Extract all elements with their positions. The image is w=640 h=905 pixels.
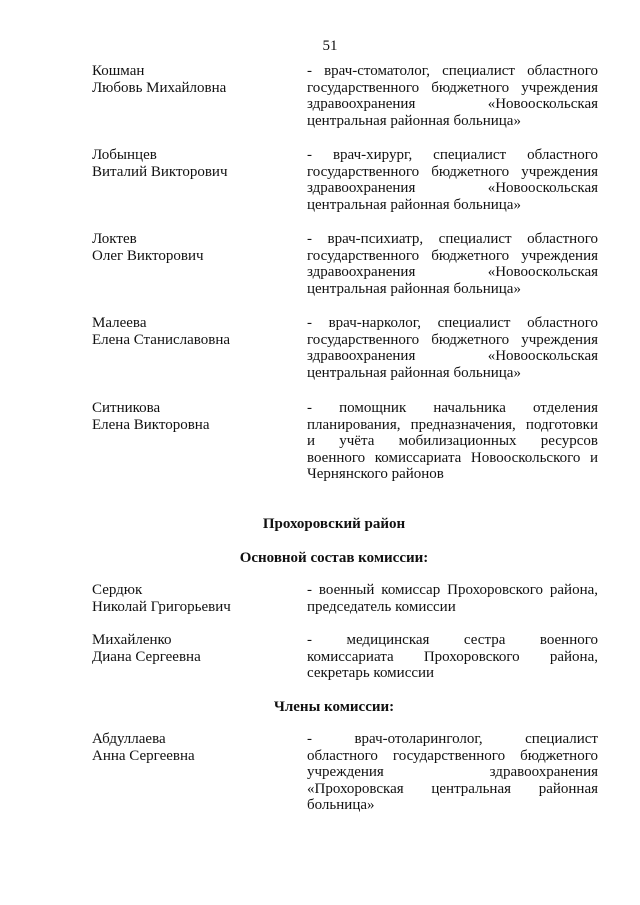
given-names: Елена Викторовна	[92, 416, 210, 433]
description-line: государственного бюджетного учреждения	[307, 247, 598, 264]
members-heading: Члены комиссии:	[273, 699, 395, 715]
description-line: председатель комиссии	[307, 598, 456, 615]
description-line: государственного бюджетного учреждения	[307, 331, 598, 348]
description-line: областного государственного бюджетного	[307, 747, 598, 764]
surname: Михайленко	[92, 632, 172, 648]
position-description	[307, 63, 598, 129]
description-line: - военный комиссар Прохоровского района,	[307, 582, 598, 598]
description-line: - врач-стоматолог, специалист областного	[307, 63, 598, 79]
description-line: планирования, предназначения, подготовки	[307, 416, 598, 433]
description-line: здравоохранения «Новооскольская	[307, 96, 598, 113]
surname: Кошман	[92, 63, 145, 79]
person-name	[92, 731, 292, 764]
person-name	[92, 632, 292, 665]
main-composition-heading: Основной состав комиссии:	[239, 550, 429, 566]
given-names: Виталий Викторович	[92, 163, 228, 180]
description-line: «Прохоровская центральная районная	[307, 780, 598, 797]
given-names: Олег Викторович	[92, 247, 204, 264]
description-line: - врач-психиатр, специалист областного	[307, 231, 598, 247]
surname: Ситникова	[92, 400, 161, 416]
surname: Малеева	[92, 315, 147, 331]
given-names: Любовь Михайловна	[92, 79, 227, 96]
position-description	[307, 582, 598, 615]
description-line: комиссариата Прохоровского района,	[307, 648, 598, 665]
surname: Абдуллаева	[92, 731, 166, 747]
given-names: Елена Станиславовна	[92, 331, 231, 348]
description-line: центральная районная больница»	[307, 280, 521, 297]
description-line: здравоохранения «Новооскольская	[307, 264, 598, 281]
description-line: военного комиссариата Новооскольского и	[307, 449, 598, 466]
given-names: Диана Сергеевна	[92, 648, 201, 665]
district-heading: Прохоровский район	[262, 516, 406, 532]
person-name	[92, 582, 292, 615]
description-line: и учёта мобилизационных ресурсов	[307, 433, 598, 450]
description-line: Чернянского районов	[307, 466, 444, 483]
description-line: - медицинская сестра военного	[307, 632, 598, 648]
position-description	[307, 632, 598, 682]
person-name	[92, 231, 292, 264]
description-line: - помощник начальника отделения	[307, 400, 598, 416]
surname: Лобынцев	[92, 147, 157, 163]
person-name	[92, 63, 292, 96]
person-name	[92, 400, 292, 433]
description-line: - врач-нарколог, специалист областного	[307, 315, 598, 331]
description-line: центральная районная больница»	[307, 196, 521, 213]
description-line: здравоохранения «Новооскольская	[307, 348, 598, 365]
given-names: Анна Сергеевна	[92, 747, 195, 764]
description-line: здравоохранения «Новооскольская	[307, 180, 598, 197]
position-description	[307, 315, 598, 381]
position-description	[307, 147, 598, 213]
description-line: больница»	[307, 797, 375, 814]
description-line: - врач-отоларинголог, специалист	[307, 731, 598, 747]
position-description	[307, 231, 598, 297]
description-line: центральная районная больница»	[307, 364, 521, 381]
description-line: центральная районная больница»	[307, 112, 521, 129]
given-names: Николай Григорьевич	[92, 598, 231, 615]
position-description	[307, 400, 598, 483]
surname: Сердюк	[92, 582, 143, 598]
person-name	[92, 147, 292, 180]
surname: Локтев	[92, 231, 137, 247]
description-line: - врач-хирург, специалист областного	[307, 147, 598, 163]
description-line: учреждения здравоохранения	[307, 764, 598, 781]
person-name	[92, 315, 292, 348]
description-line: государственного бюджетного учреждения	[307, 79, 598, 96]
description-line: секретарь комиссии	[307, 665, 435, 682]
description-line: государственного бюджетного учреждения	[307, 163, 598, 180]
page-number: 51	[322, 38, 338, 54]
position-description	[307, 731, 598, 814]
